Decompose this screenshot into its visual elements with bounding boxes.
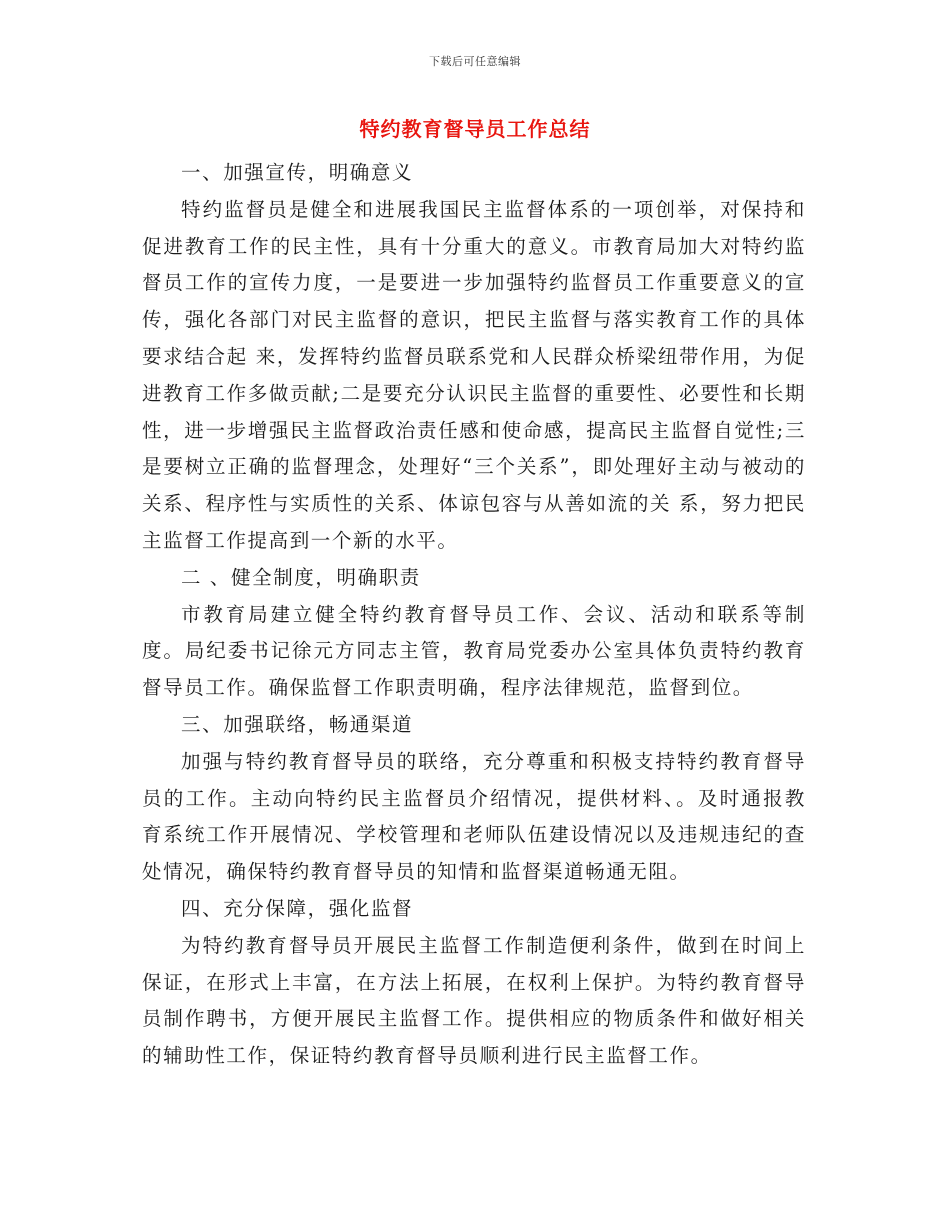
document-title: 特约教育督导员工作总结: [359, 117, 591, 141]
section-paragraph: 加强与特约教育督导员的联络，充分尊重和积极支持特约教育督导员的工作。主动向特约民主监督员介绍情况，提供材料、。及时通报教育系统工作开展情况、学校管理和老师队伍建设情况以及违规违纪的查处情况，确保特约教育督导员的知情和监督渠道畅通无阻。: [142, 749, 806, 884]
document-body: [142, 155, 806, 1075]
section-heading: 二 、健全制度，明确职责: [181, 565, 421, 589]
section-paragraph: 为特约教育督导员开展民主监督工作制造便利条件，做到在时间上保证，在形式上丰富，在方法上拓展，在权利上保护。为特约教育督导员制作聘书，方便开展民主监督工作。提供相应的物质条件和做好相关的辅助性工作，保证特约教育督导员顺利进行民主监督工作。: [142, 933, 806, 1068]
section-heading: 四、充分保障，强化监督: [181, 896, 414, 920]
section-paragraph: 特约监督员是健全和进展我国民主监督体系的一项创举，对保持和促进教育工作的民主性，具有十分重大的意义。市教育局加大对特约监督员工作的宣传力度，一是要进一步加强特约监督员工作重要意义的宣传，强化各部门对民主监督的意识，把民主监督与落实教育工作的具体要求结合起 来，发挥特约监督员联系党和人民群众桥梁纽带作用，为促进教育工作多做贡献;二是要充分认识民主监督的重要性、必要性和长期性，进一步增强民主监督政治责任感和使命感，提高民主监督自觉性;三是要树立正确的监督理念，处理好“三个关系”，即处理好主动与被动的关系、程序性与实质性的关系、体谅包容与从善如流的关 系，努力把民主监督工作提高到一个新的水平。: [142, 197, 806, 552]
section-heading: 三、加强联络，畅通渠道: [181, 712, 414, 736]
section-heading: 一、加强宣传，明确意义: [181, 161, 414, 184]
header-note: 下载后可任意编辑: [429, 55, 521, 68]
section-paragraph: 市教育局建立健全特约教育督导员工作、会议、活动和联系等制度。局纪委书记徐元方同志主管，教育局党委办公室具体负责特约教育督导员工作。确保监督工作职责明确，程序法律规范，监督到位。: [142, 602, 806, 700]
